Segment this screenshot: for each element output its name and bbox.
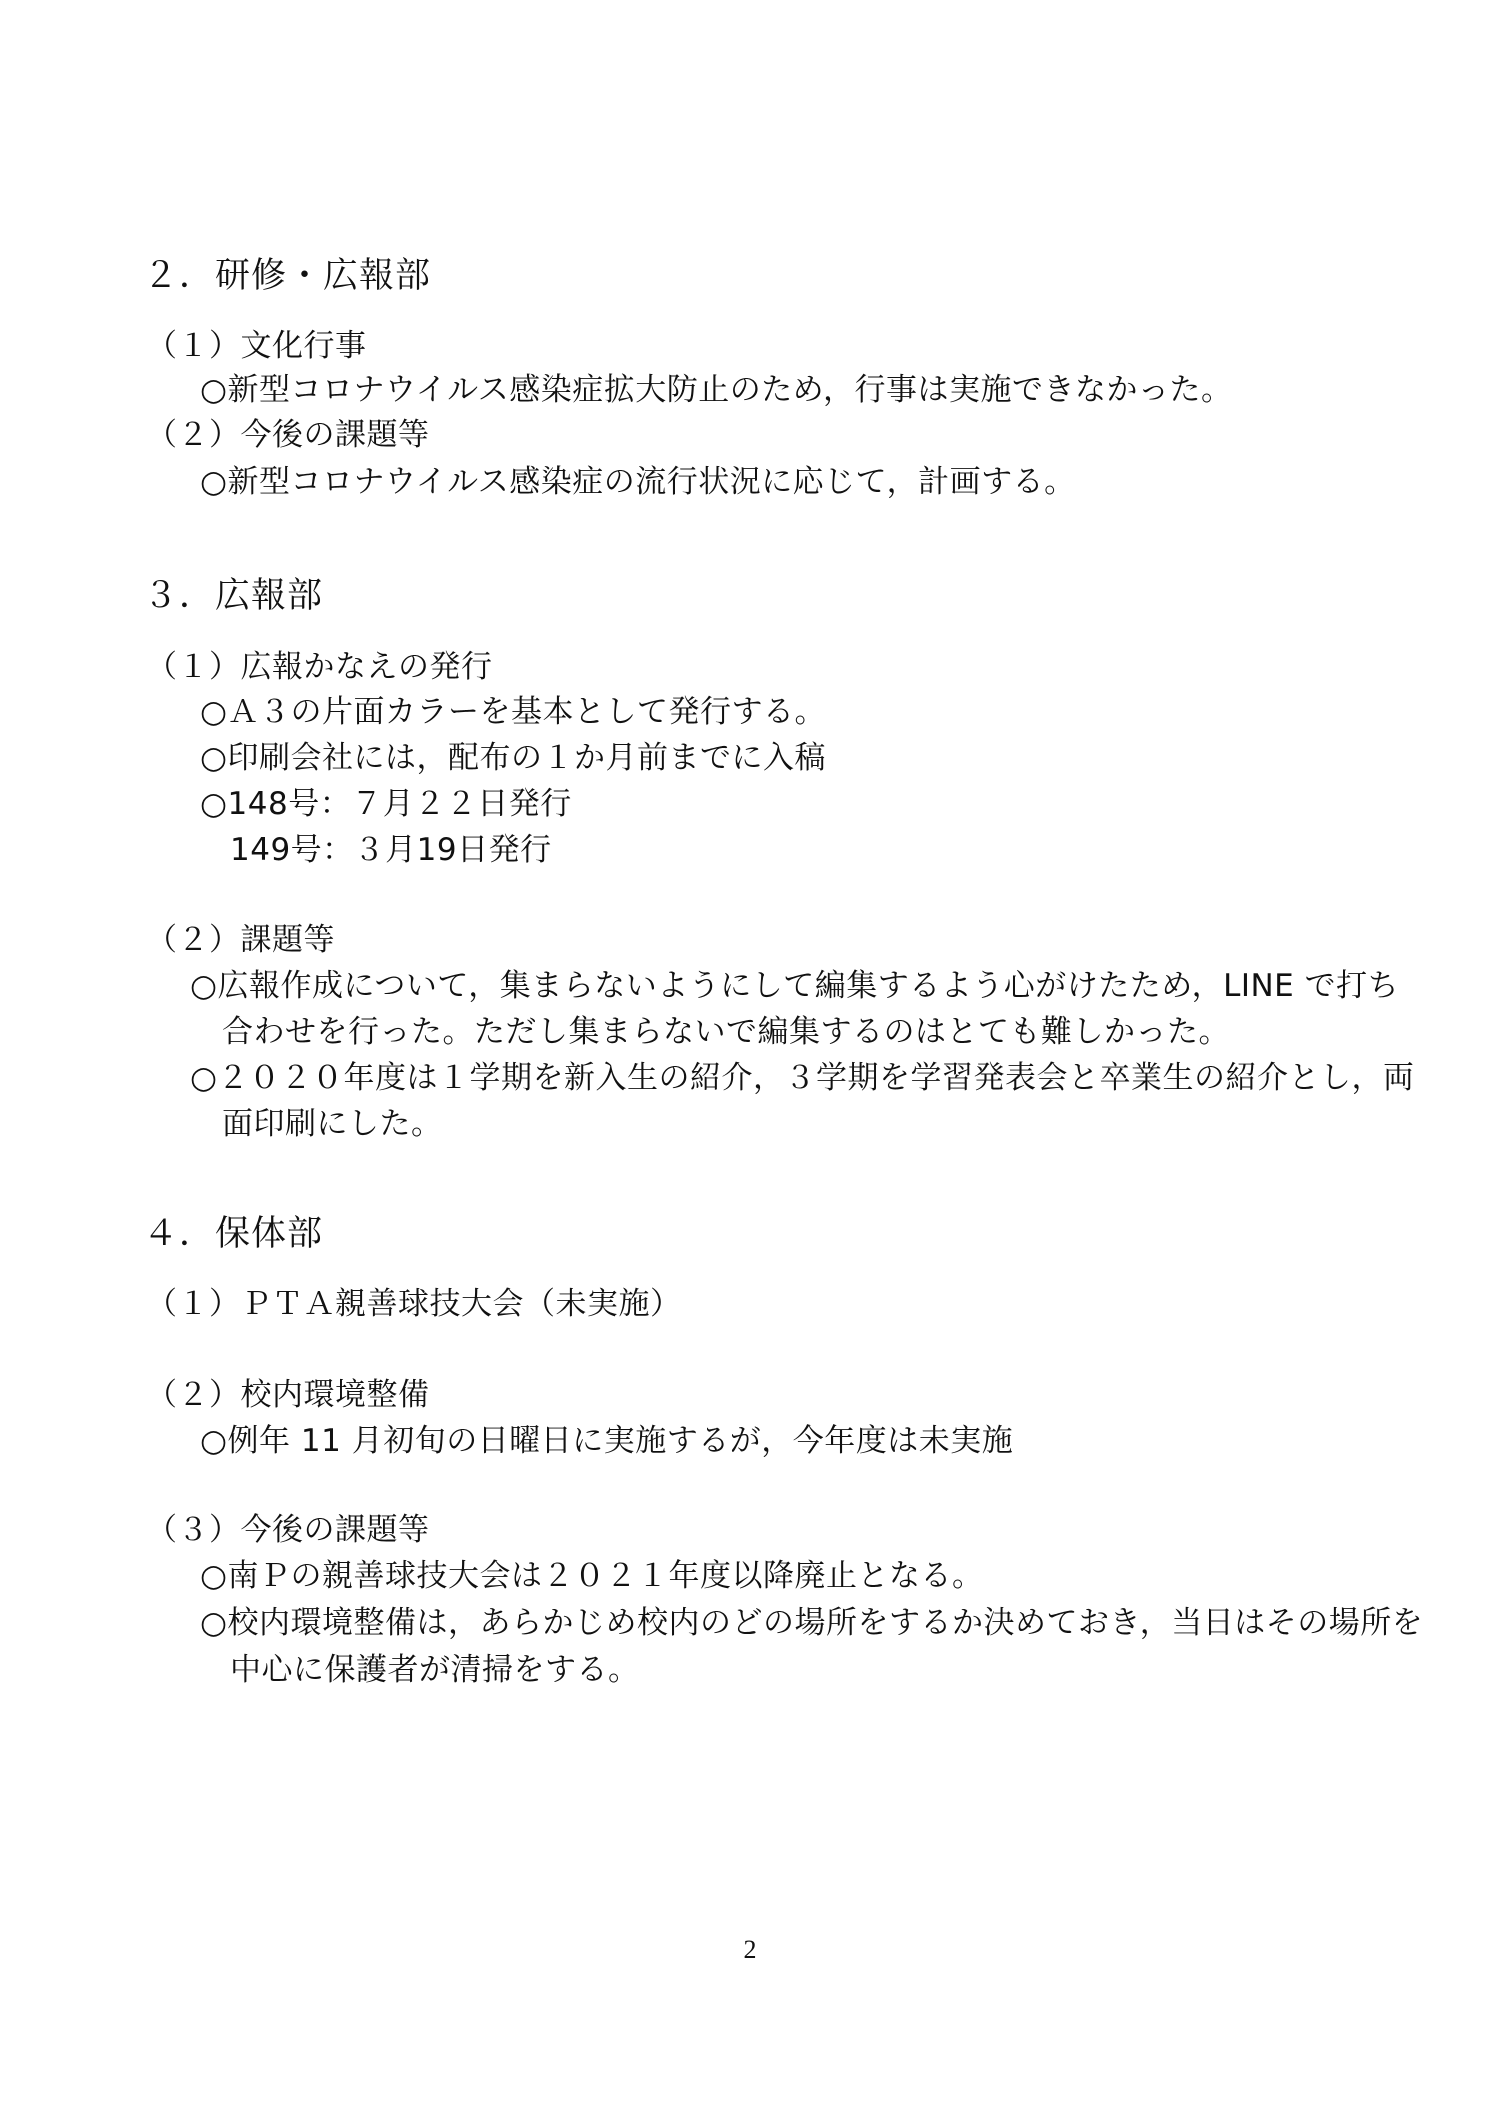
body-line: ○新型コロナウイルス感染症拡大防止のため，行事は実施できなかった。 <box>200 372 1233 408</box>
body-line: 149号：３月19日発行 <box>230 832 552 868</box>
subsection-title: （２）校内環境整備 <box>146 1377 430 1413</box>
subsection-title: （１）文化行事 <box>146 328 367 364</box>
section-heading: ３．広報部 <box>143 576 324 616</box>
body-line: ○例年 11 月初旬の日曜日に実施するが，今年度は未実施 <box>200 1423 1014 1459</box>
subsection-title: （１）ＰＴＡ親善球技大会（未実施） <box>146 1286 682 1322</box>
subsection-title: （２）今後の課題等 <box>146 417 430 453</box>
body-line: ○南Ｐの親善球技大会は２０２１年度以降廃止となる。 <box>200 1558 984 1594</box>
body-line: ○印刷会社には，配布の１か月前までに入稿 <box>200 740 827 776</box>
page-number: 2 <box>743 1935 757 1964</box>
body-line: 中心に保護者が清掃をする。 <box>230 1652 640 1688</box>
subsection-title: （３）今後の課題等 <box>146 1512 430 1548</box>
body-line: ○２０２０年度は１学期を新入生の紹介，３学期を学習発表会と卒業生の紹介とし，両 <box>190 1060 1415 1096</box>
section-heading: ４．保体部 <box>143 1214 324 1254</box>
body-line: ○Ａ３の片面カラーを基本として発行する。 <box>200 694 827 730</box>
subsection-title: （２）課題等 <box>146 922 335 958</box>
subsection-title: （１）広報かなえの発行 <box>146 649 493 685</box>
body-line: 面印刷にした。 <box>222 1106 443 1142</box>
body-line: 合わせを行った。ただし集まらないで編集するのはとても難しかった。 <box>222 1014 1230 1050</box>
body-line: ○148号：７月２２日発行 <box>200 786 572 822</box>
section-heading: ２．研修・広報部 <box>143 256 432 296</box>
body-line: ○校内環境整備は，あらかじめ校内のどの場所をするか決めておき，当日はその場所を <box>200 1605 1424 1641</box>
body-line: ○広報作成について，集まらないようにして編集するよう心がけたため，LINE で打ち <box>190 968 1400 1004</box>
body-line: ○新型コロナウイルス感染症の流行状況に応じて，計画する。 <box>200 464 1076 500</box>
